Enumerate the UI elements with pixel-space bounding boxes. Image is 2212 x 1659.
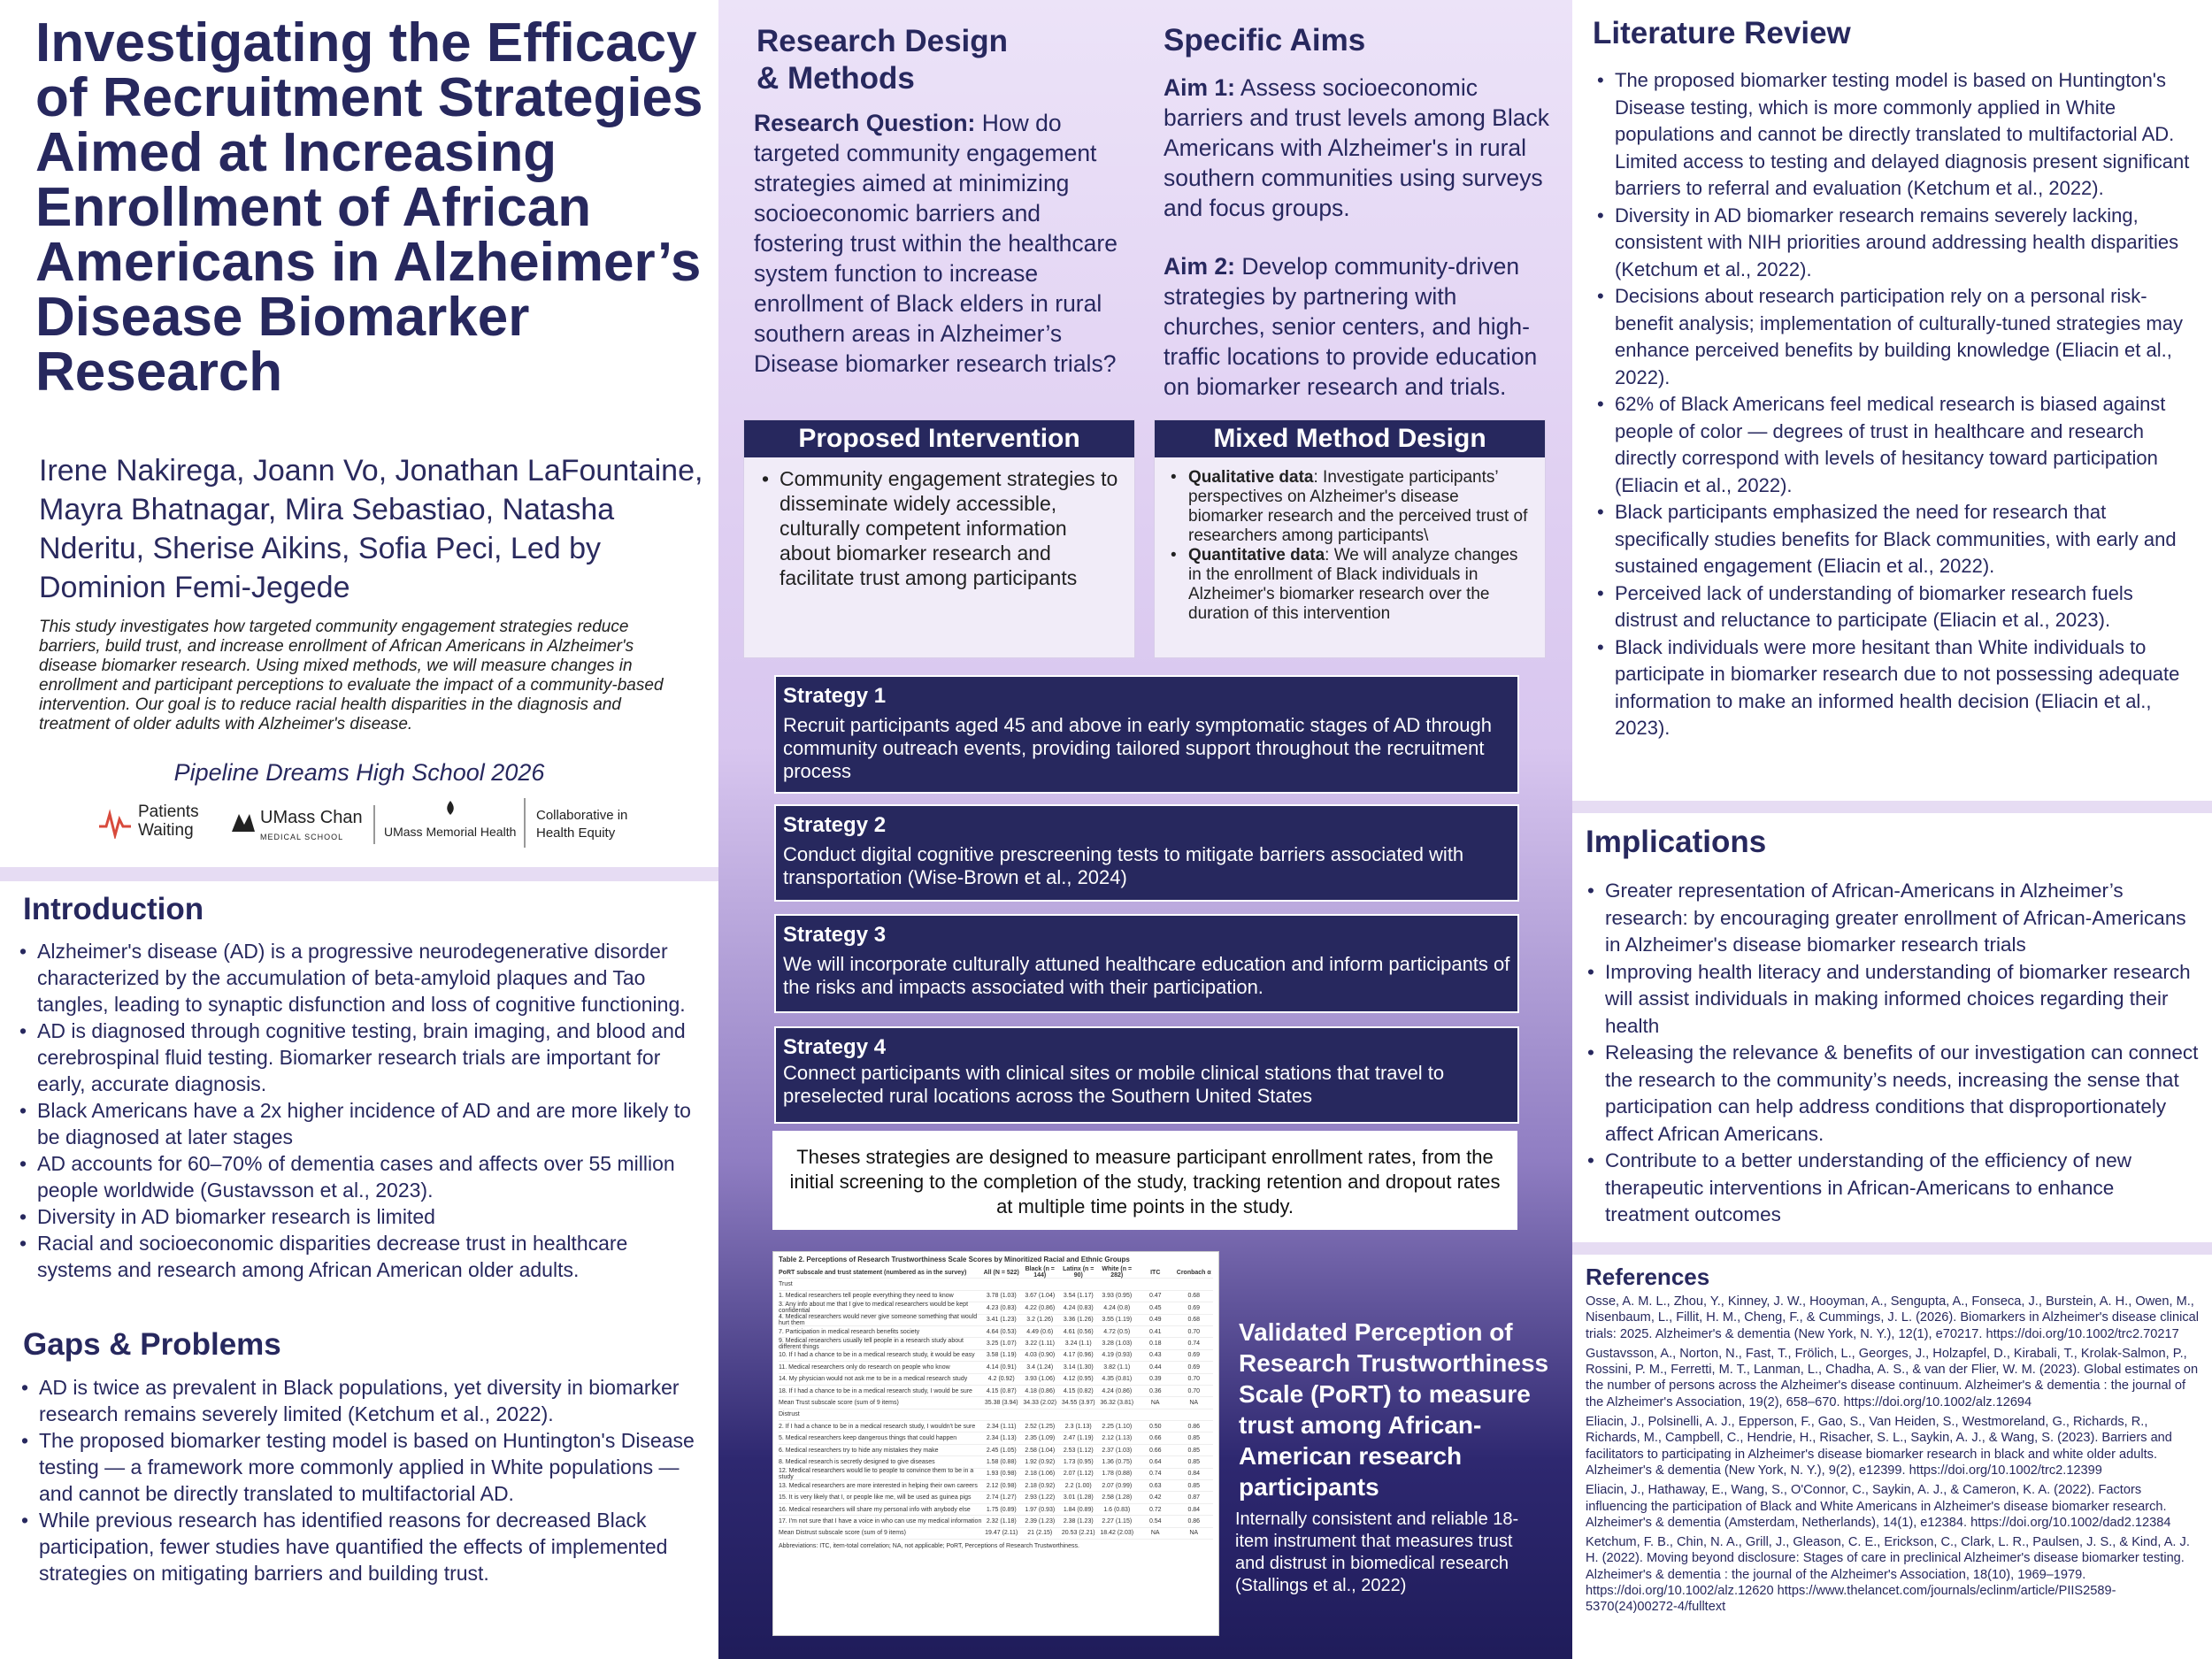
table-cell: 2.37 (1.03) — [1102, 1447, 1133, 1454]
table-cell: 0.18 — [1148, 1340, 1162, 1348]
strategy-card-4 — [774, 1026, 1519, 1124]
list-item: • Diversity in AD biomarker research remains severely lacking, consistent with NIH priorities around addressing health disparities (Ketchum et al., 2022). — [1595, 203, 2197, 284]
table-row — [779, 1386, 1213, 1397]
patients-waiting-logo-icon — [97, 807, 133, 839]
table-cell: 0.44 — [1148, 1363, 1162, 1371]
table-row — [779, 1528, 1213, 1540]
table-cell: 34.33 (2.02) — [1023, 1399, 1057, 1406]
table-cell: 0.70 — [1187, 1376, 1201, 1383]
reference-item: Ketchum, F. B., Chin, N. A., Grill, J., Gleason, C. E., Erickson, C., Clark, L. R., Paulsen, J. S., & Kind, A. J. H. (2022). Moving beyond disclosure: Stages of care in preclinical Alzheimer's disease biomarker testing. Alzheimer's & dementia : the journal of the Alzheimer's Association, 18(10), 1969–1979. https://doi.org/10.1002/alz.12620 https://www.thelancet.com/journals/eclinm/article/PIIS2589-5370(24)00272-4/fulltext — [1586, 1535, 2190, 1615]
table-cell: 10. If I had a chance to be in a medical research study, it would be easy — [779, 1352, 975, 1359]
table-cell: 0.41 — [1148, 1328, 1162, 1335]
table-cell: NA — [1150, 1530, 1160, 1537]
table-cell: 3.28 (1.03) — [1102, 1340, 1133, 1348]
table-header-cell: PoRT subscale and trust statement (numbered as in the survey) — [779, 1269, 967, 1276]
table-row — [779, 1492, 1213, 1503]
table-cell: 3.67 (1.04) — [1025, 1293, 1056, 1300]
list-item: • While previous research has identified reasons for decreased Black participation, fewer studies have quantified the effects of implemented strategies on mitigating barriers and building trust. — [19, 1507, 710, 1586]
table-cell: 19.47 (2.11) — [985, 1530, 1018, 1537]
table-cell: 1.84 (0.89) — [1063, 1506, 1094, 1513]
table-cell: 4.72 (0.5) — [1103, 1328, 1131, 1335]
table-header-row — [779, 1267, 1213, 1279]
table-cell: 15. It is very likely that I, or people like me, will be used as guinea pigs — [779, 1494, 972, 1502]
table-cell: 2.35 (1.09) — [1025, 1435, 1056, 1442]
collab-label-1: Collaborative in — [536, 808, 628, 823]
strategy-text: Conduct digital cognitive prescreening tests to mitigate barriers associated with transportation (Wise-Brown et al., 2024) — [783, 843, 1464, 888]
table-body — [773, 1267, 1218, 1540]
table-cell: 0.86 — [1187, 1517, 1201, 1525]
table-cell: 4.17 (0.96) — [1063, 1352, 1094, 1359]
table-cell: 4.49 (0.6) — [1026, 1328, 1054, 1335]
abstract: This study investigates how targeted community engagement strategies reduce barriers, build trust, and increase enrollment of African Americans in Alzheimer's disease biomarker research. Using mixed methods, we will measure changes in enrollment and participant perceptions to evaluate the impact of a community-based intervention. Our goal is to reduce racial health disparities in the diagnosis and treatment of older adults with Alzheimer's disease. — [39, 618, 664, 733]
table-header-cell: White (n = 282) — [1102, 1266, 1133, 1279]
table-cell: 2.47 (1.19) — [1063, 1435, 1094, 1442]
table-cell: 11. Medical researchers only do research on people who know — [779, 1363, 950, 1371]
list-item: • Improving health literacy and understanding of biomarker research will assist individuals in making informed choices regarding their health — [1586, 959, 2200, 1041]
table-cell: 2.74 (1.27) — [986, 1494, 1017, 1502]
section-divider — [0, 867, 718, 881]
table-cell: 17. I'm not sure that I have a voice in who can use my medical information — [779, 1517, 982, 1525]
list-item: • Racial and socioeconomic disparities decrease trust in healthcare systems and research among African American older adults. — [18, 1230, 708, 1283]
aim-1 — [1164, 73, 1553, 223]
table-cell: 3.24 (1.1) — [1064, 1340, 1092, 1348]
quantitative-text: : We will analyze changes in the enrollment of Black individuals in Alzheimer's biomarker research over the duration of this intervention — [1188, 546, 1518, 623]
table-cell: Mean Distrust subscale score (sum of 9 items) — [779, 1530, 906, 1537]
table-cell: 0.85 — [1187, 1458, 1201, 1465]
table-cell: 3.4 (1.24) — [1026, 1363, 1054, 1371]
qualitative-label: Qualitative data — [1188, 468, 1314, 487]
literature-review-list — [1595, 67, 2197, 742]
umass-chan-logo-icon — [230, 810, 257, 833]
table-cell: 4. Medical researchers would never give someone something that would hurt them — [779, 1313, 978, 1326]
table-cell: 2.58 (1.28) — [1102, 1494, 1133, 1502]
table-cell: 1.36 (0.75) — [1102, 1458, 1133, 1465]
list-item: • 62% of Black Americans feel medical research is biased against people of color — degrees of trust in healthcare and research directly correspond with levels of hesitancy toward participation (Eliacin et al., 2022). — [1595, 391, 2197, 499]
table-cell: 3.82 (1.1) — [1103, 1363, 1131, 1371]
table-cell: NA — [1189, 1399, 1199, 1406]
gaps-heading: Gaps & Problems — [23, 1327, 281, 1362]
table-cell: 3.93 (0.95) — [1102, 1293, 1133, 1300]
list-item: • Perceived lack of understanding of biomarker research fuels distrust and reluctance to participate (Eliacin et al., 2023). — [1595, 580, 2197, 634]
table-cell: 0.63 — [1148, 1482, 1162, 1489]
table-cell: 0.42 — [1148, 1494, 1162, 1502]
table-cell: 1.97 (0.93) — [1025, 1506, 1056, 1513]
research-question-label: Research Question: — [754, 110, 976, 136]
proposed-intervention-box — [743, 419, 1135, 658]
table-cell: 2.53 (1.12) — [1063, 1447, 1094, 1454]
table-cell: 0.70 — [1187, 1328, 1201, 1335]
table-cell: 3.54 (1.17) — [1063, 1293, 1094, 1300]
table-cell: 0.47 — [1148, 1293, 1162, 1300]
table-cell: 0.69 — [1187, 1352, 1201, 1359]
reference-item: Gustavsson, A., Norton, N., Fast, T., Frölich, L., Georges, J., Holzapfel, D., Kirabali, T., Krolak-Salmon, P., Rossini, P. M., Ferretti, M. T., Lanman, L., Chadha, A. S., & van der Flier, W. M. (2023). Global estimates on the number of persons across the Alzheimer's disease continuum. Alzheimer's & dementia : the journal of the Alzheimer's Association, 19(2), 658–670. https://doi.org/10.1002/alz.12694 — [1586, 1346, 2199, 1409]
table-cell: 1.73 (0.95) — [1063, 1458, 1094, 1465]
table-row — [779, 1338, 1213, 1349]
reference-item: Eliacin, J., Hathaway, E., Wang, S., O'Connor, C., Saykin, A. J., & Cameron, K. A. (2022). Factors influencing the participation of Black and White Americans in Alzheimer's disease biomarker research. Alzheimer's & dementia (Amsterdam, Netherlands), 14(1), e12384. https://doi.org/10.1002/dad2.12384 — [1586, 1483, 2171, 1530]
table-cell: 2.27 (1.15) — [1102, 1517, 1133, 1525]
table-cell: 3.2 (1.26) — [1026, 1317, 1054, 1324]
implications-list — [1586, 878, 2200, 1229]
table-cell: 4.23 (0.83) — [986, 1304, 1017, 1311]
table-cell: 4.24 (0.83) — [1063, 1304, 1094, 1311]
table-cell: 4.24 (0.8) — [1103, 1304, 1131, 1311]
aim-1-label: Aim 1: — [1164, 74, 1235, 101]
table-cell: 0.74 — [1187, 1340, 1201, 1348]
table-cell: 3. Any info about me that I give to medical researchers would be kept confidential — [779, 1302, 969, 1315]
school-line: Pipeline Dreams High School 2026 — [173, 759, 545, 786]
table-row — [779, 1279, 1213, 1290]
port-table-image — [772, 1251, 1219, 1636]
table-row — [779, 1291, 1213, 1302]
table-cell: 4.24 (0.86) — [1102, 1387, 1133, 1394]
table-cell: 3.01 (1.28) — [1063, 1494, 1094, 1502]
table-cell: 4.15 (0.87) — [986, 1387, 1017, 1394]
aim-2-text: Develop community-driven strategies by partnering with churches, senior centers, and high-traffic locations to provide education on biomarker research and trials. — [1164, 253, 1538, 400]
table-cell: 0.43 — [1148, 1352, 1162, 1359]
table-cell: 13. Medical researchers are more interested in helping their own careers — [779, 1482, 978, 1489]
table-cell: 0.66 — [1148, 1447, 1162, 1454]
list-item: • Black individuals were more hesitant than White individuals to participate in biomarker research due to not possessing adequate information to make an informed health decision (Eliacin et al., 2023). — [1595, 634, 2197, 742]
quantitative-label: Quantitative data — [1188, 546, 1325, 565]
table-cell: 2.38 (1.23) — [1063, 1517, 1094, 1525]
proposed-intervention-heading: Proposed Intervention — [744, 420, 1134, 457]
table-cell: 4.61 (0.56) — [1063, 1328, 1094, 1335]
reference-item: Eliacin, J., Polsinelli, A. J., Epperson, F., Gao, S., Van Heiden, S., Westmoreland, G., Richards, R., Richards, M., Campbell, C., Hendrie, H., Risacher, S. L., Saykin, A. J., & Wang, S. (2023). Barriers and facilitators to participating in Alzheimer's disease biomarker research in black and white older adults. Alzheimer's & dementia (New York, N. Y.), 9(2), e12399. https://doi.org/10.1002/trc2.12399 — [1586, 1415, 2172, 1478]
table-cell: 2.34 (1.11) — [987, 1423, 1017, 1430]
table-header-cell: Black (n = 144) — [1025, 1266, 1055, 1279]
table-row — [779, 1374, 1213, 1386]
table-row — [779, 1302, 1213, 1314]
table-cell: 0.64 — [1148, 1458, 1162, 1465]
table-cell: NA — [1189, 1530, 1199, 1537]
table-cell: 4.18 (0.86) — [1025, 1387, 1056, 1394]
table-cell: 0.66 — [1148, 1435, 1162, 1442]
table-cell: 0.84 — [1187, 1506, 1201, 1513]
table-cell: 2.07 (1.12) — [1063, 1471, 1094, 1478]
table-header-cell: All (N = 522) — [983, 1269, 1019, 1276]
research-question — [754, 108, 1134, 379]
port-heading: Validated Perception of Research Trustworthiness Scale (PoRT) to measure trust among African-American research participants — [1239, 1318, 1549, 1501]
table-cell: Mean Trust subscale score (sum of 9 items) — [779, 1399, 899, 1406]
table-cell: 7. Participation in medical research benefits society — [779, 1328, 920, 1335]
table-cell: 21 (2.15) — [1027, 1530, 1053, 1537]
list-item — [1169, 546, 1534, 624]
table-row — [779, 1480, 1213, 1492]
table-cell: 16. Medical researchers will share my personal info with anybody else — [779, 1506, 971, 1513]
table-cell: 12. Medical researchers would lie to people to convince them to be in a study — [779, 1467, 974, 1480]
aim-2 — [1164, 251, 1553, 402]
table-row — [779, 1432, 1213, 1444]
mixed-method-heading: Mixed Method Design — [1155, 420, 1545, 457]
list-item — [1169, 468, 1534, 546]
strategy-card-3 — [774, 914, 1519, 1013]
implications-heading: Implications — [1586, 825, 1767, 859]
aim-2-label: Aim 2: — [1164, 253, 1235, 280]
list-item: • AD is twice as prevalent in Black populations, yet diversity in biomarker research remains severely limited (Ketchum et al., 2022). — [19, 1374, 710, 1427]
list-item: • AD accounts for 60–70% of dementia cases and affects over 55 million people worldwide (Gustavsson et al., 2023). — [18, 1150, 708, 1203]
table-cell: 5. Medical researchers keep dangerous things that could happen — [779, 1435, 957, 1442]
table-cell: 0.69 — [1187, 1363, 1201, 1371]
table-cell: 8. Medical research is secretly designed to give diseases — [779, 1458, 935, 1465]
table-row — [779, 1350, 1213, 1362]
table-cell: 1.58 (0.88) — [986, 1458, 1017, 1465]
collab-label-2: Health Equity — [536, 826, 616, 841]
proposed-intervention-list — [744, 457, 1134, 590]
table-cell: 1. Medical researchers tell people everything they need to know — [779, 1293, 954, 1300]
strategy-title: Strategy 1 — [783, 684, 887, 708]
table-row — [779, 1315, 1213, 1326]
table-cell: 3.36 (1.26) — [1063, 1317, 1094, 1324]
table-cell: 0.70 — [1187, 1387, 1201, 1394]
table-cell: 0.85 — [1187, 1447, 1201, 1454]
table-cell: 0.39 — [1148, 1376, 1162, 1383]
references-heading: References — [1586, 1263, 1710, 1290]
table-row — [779, 1456, 1213, 1468]
table-cell: 1.78 (0.88) — [1102, 1471, 1133, 1478]
table-cell: 0.45 — [1148, 1304, 1162, 1311]
table-cell: 2.45 (1.05) — [986, 1447, 1017, 1454]
table-cell: 0.50 — [1148, 1423, 1162, 1430]
section-divider — [1572, 801, 2212, 813]
mixed-method-box — [1154, 419, 1546, 658]
introduction-list — [18, 938, 708, 1283]
reference-item: Osse, A. M. L., Zhou, Y., Kinney, J. W., Hooyman, A., Sengupta, A., Fonseca, J., Burstein, A. H., Owen, M., Nisenbaum, L., Fillit, H. M., Cheng, F., & Cummings, J. L. (2026). Biomarkers in Alzheimer's disease clinical trials: 2025. Alzheimer's & dementia (New York, N. Y.), 12(1), e70217. https://doi.org/10.1002/trc2.70217 — [1586, 1294, 2199, 1341]
table-cell: 14. My physician would not ask me to be in a medical research study — [779, 1376, 968, 1383]
table-cell: 3.25 (1.07) — [986, 1340, 1017, 1348]
list-item: • The proposed biomarker testing model is based on Huntington's Disease testing — a framework more commonly applied in White populations — and cannot be directly translated to multifactorial AD. — [19, 1427, 710, 1507]
table-cell: 2.3 (1.13) — [1064, 1423, 1092, 1430]
table-cell: 2.12 (1.13) — [1102, 1435, 1133, 1442]
table-cell: 18.42 (2.03) — [1100, 1530, 1134, 1537]
table-cell: 2.25 (1.10) — [1102, 1423, 1133, 1430]
table-row — [779, 1326, 1213, 1338]
table-cell: 0.87 — [1187, 1494, 1201, 1502]
gaps-list — [19, 1374, 710, 1586]
table-cell: 36.32 (3.81) — [1100, 1399, 1134, 1406]
table-cell: 2.58 (1.04) — [1025, 1447, 1056, 1454]
list-item: • Diversity in AD biomarker research is limited — [18, 1203, 708, 1230]
research-design-heading — [757, 23, 1075, 97]
table-cell: 0.54 — [1148, 1517, 1162, 1525]
table-cell: 3.55 (1.19) — [1102, 1317, 1133, 1324]
list-item: • Black Americans have a 2x higher incidence of AD and are more likely to be diagnosed at later stages — [18, 1097, 708, 1150]
table-cell: 2.2 (1.00) — [1064, 1482, 1092, 1489]
table-cell: 2.39 (1.23) — [1025, 1517, 1056, 1525]
logo-divider — [524, 798, 526, 848]
research-question-text: How do targeted community engagement strategies aimed at minimizing socioeconomic barriers and fostering trust within the healthcare system function to increase enrollment of Black elders in rural southern areas in Alzheimer’s Disease biomarker research trials? — [754, 110, 1118, 377]
table-cell: 4.2 (0.92) — [987, 1376, 1015, 1383]
table-cell: 0.72 — [1148, 1506, 1162, 1513]
list-item: • Alzheimer's disease (AD) is a progressive neurodegenerative disorder characterized by the accumulation of beta-amyloid plaques and Tao tangles, leading to synaptic disfunction and loss of cognitive functioning. — [18, 938, 708, 1018]
table-row — [779, 1397, 1213, 1409]
table-caption: Table 2. Perceptions of Research Trustworthiness Scale Scores by Minoritized Racial and Ethnic Groups — [779, 1256, 1130, 1263]
research-design-heading-line2: & Methods — [757, 61, 915, 96]
poster-title: Investigating the Efficacy of Recruitment Strategies Aimed at Increasing Enrollment of African Americans in Alzheimer’s Disease Biomarker Research — [35, 12, 703, 403]
research-design-heading-line1: Research Design — [757, 24, 1009, 58]
list-item: • The proposed biomarker testing model is based on Huntington's Disease testing, which is more commonly applied in White populations and cannot be directly translated to multifactorial AD. Limited access to testing and delayed diagnosis present significant barriers to referral and evaluation (Ketchum et al., 2022). — [1595, 67, 2197, 203]
table-cell: 3.93 (1.06) — [1025, 1376, 1056, 1383]
list-item: • Contribute to a better understanding of the efficiency of new therapeutic interventions in African-Americans to enhance treatment outcomes — [1586, 1148, 2200, 1229]
strategy-title: Strategy 3 — [783, 923, 887, 947]
table-cell: 0.85 — [1187, 1482, 1201, 1489]
table-cell: 34.55 (3.97) — [1061, 1399, 1095, 1406]
introduction-heading: Introduction — [23, 892, 204, 926]
table-cell: 0.68 — [1187, 1317, 1201, 1324]
table-row — [779, 1421, 1213, 1432]
references-list — [1586, 1294, 2205, 1619]
table-cell: 0.84 — [1187, 1471, 1201, 1478]
table-cell: 18. If I had a chance to be in a medical research study, I would be sure — [779, 1387, 972, 1394]
table-cell: 2.32 (1.18) — [986, 1517, 1017, 1525]
table-cell: 2.18 (0.92) — [1025, 1482, 1056, 1489]
table-header-cell: Cronbach α — [1176, 1269, 1211, 1276]
list-item: • Greater representation of African-Americans in Alzheimer’s research: by encouraging greater enrollment of African-Americans in Alzheimer's disease biomarker research trials — [1586, 878, 2200, 959]
table-row — [779, 1516, 1213, 1527]
strategy-card-1 — [774, 675, 1519, 794]
table-cell: 1.93 (0.98) — [986, 1471, 1017, 1478]
table-cell: 20.53 (2.21) — [1061, 1530, 1095, 1537]
table-header-cell: Latinx (n = 90) — [1063, 1266, 1094, 1279]
table-cell: 35.38 (3.94) — [984, 1399, 1018, 1406]
umass-chan-sub-label: MEDICAL SCHOOL — [260, 833, 344, 841]
sponsor-logos — [97, 798, 646, 848]
umass-chan-label: UMass Chan — [260, 808, 363, 827]
table-header-cell: ITC — [1150, 1269, 1161, 1276]
table-cell: 2.93 (1.22) — [1025, 1494, 1056, 1502]
table-cell: 3.78 (1.03) — [986, 1293, 1017, 1300]
table-cell: 0.36 — [1148, 1387, 1162, 1394]
table-cell: 4.19 (0.93) — [1102, 1352, 1133, 1359]
table-cell: 1.92 (0.92) — [1025, 1458, 1056, 1465]
mixed-method-list — [1155, 457, 1545, 624]
authors: Irene Nakirega, Joann Vo, Jonathan LaFountaine, Mayra Bhatnagar, Mira Sebastiao, Natasha Nderitu, Sherise Aikins, Sofia Peci, Led by Dominion Femi-Jegede — [39, 454, 703, 604]
table-cell: 0.74 — [1148, 1471, 1162, 1478]
table-cell: 2.34 (1.13) — [986, 1435, 1017, 1442]
waiting-label: Waiting — [138, 821, 194, 840]
table-row — [779, 1445, 1213, 1456]
table-cell: 4.22 (0.86) — [1025, 1304, 1056, 1311]
strategy-card-2 — [774, 804, 1519, 902]
table-row — [779, 1469, 1213, 1480]
table-cell: Distrust — [779, 1411, 800, 1418]
table-cell: 2.52 (1.25) — [1025, 1423, 1056, 1430]
table-cell: 0.69 — [1187, 1304, 1201, 1311]
table-cell: 3.58 (1.19) — [986, 1352, 1017, 1359]
table-cell: 4.64 (0.53) — [986, 1328, 1017, 1335]
section-divider — [1572, 1242, 2212, 1255]
literature-review-heading: Literature Review — [1593, 16, 1851, 50]
table-cell: NA — [1150, 1399, 1160, 1406]
specific-aims-heading: Specific Aims — [1164, 23, 1366, 58]
table-cell: 3.22 (1.11) — [1025, 1340, 1055, 1348]
strategy-title: Strategy 4 — [783, 1035, 887, 1059]
list-item: • Community engagement strategies to disseminate widely accessible, culturally competent information about biomarker research and facilitate trust among participants — [760, 466, 1120, 590]
table-cell: 1.75 (0.89) — [986, 1506, 1017, 1513]
table-cell: 4.15 (0.82) — [1063, 1387, 1094, 1394]
table-cell: 0.86 — [1187, 1423, 1201, 1430]
theses-statement: Theses strategies are designed to measure participant enrollment rates, from the initial screening to the completion of the study, tracking retention and dropout rates at multiple time points in the study. — [772, 1131, 1517, 1230]
aim-1-text: Assess socioeconomic barriers and trust levels among Black Americans with Alzheimer's in rural southern communities using surveys and focus groups. — [1164, 74, 1549, 221]
table-footnote: Abbreviations: ITC, item-total correlation; NA, not applicable; PoRT, Perceptions of Research Trustworthiness. — [779, 1542, 1079, 1549]
table-cell: 0.85 — [1187, 1435, 1201, 1442]
table-cell: 3.14 (1.30) — [1063, 1363, 1094, 1371]
list-item: • AD is diagnosed through cognitive testing, brain imaging, and blood and cerebrospinal fluid testing. Biomarker research trials are important for early, accurate diagnosis. — [18, 1018, 708, 1097]
table-cell: 6. Medical researchers try to hide any mistakes they make — [779, 1447, 939, 1454]
patients-label: Patients — [138, 803, 199, 821]
table-cell: 9. Medical researchers usually tell people in a research study about different things — [779, 1337, 964, 1350]
list-item: • Releasing the relevance & benefits of our investigation can connect the research to the community’s needs, increasing the sense that participation can help address conditions that disproportionately affect African Americans. — [1586, 1040, 2200, 1148]
table-cell: 0.68 — [1187, 1293, 1201, 1300]
table-cell: 3.41 (1.23) — [986, 1317, 1017, 1324]
table-cell: 4.14 (0.91) — [986, 1363, 1017, 1371]
list-item: • Decisions about research participation rely on a personal risk-benefit analysis; implementation of culturally-tuned strategies may enhance perceived benefits by building knowledge (Eliacin et al., 2022). — [1595, 283, 2197, 391]
strategy-title: Strategy 2 — [783, 813, 887, 837]
table-cell: 2.07 (0.99) — [1102, 1482, 1133, 1489]
strategy-text: Recruit participants aged 45 and above in early symptomatic stages of AD through community outreach events, providing tailored support throughout the recruitment process — [783, 714, 1493, 782]
strategy-text: We will incorporate culturally attuned healthcare education and inform participants of the risks and impacts associated with their participation. — [783, 953, 1510, 998]
table-cell: 2.12 (0.98) — [986, 1482, 1017, 1489]
strategy-text: Connect participants with clinical sites or mobile clinical stations that travel to preselected rural locations across the Southern United States — [783, 1062, 1445, 1107]
umass-memorial-logo-icon — [442, 800, 458, 816]
table-cell: 4.12 (0.95) — [1063, 1376, 1094, 1383]
table-cell: 4.35 (0.81) — [1102, 1376, 1133, 1383]
table-row — [779, 1362, 1213, 1373]
table-cell: 1.6 (0.83) — [1103, 1506, 1131, 1513]
umass-memorial-label: UMass Memorial Health — [384, 825, 517, 839]
logo-divider — [373, 805, 375, 844]
table-cell: 4.03 (0.90) — [1025, 1352, 1056, 1359]
table-cell: Trust — [779, 1281, 793, 1288]
table-cell: 0.49 — [1148, 1317, 1162, 1324]
list-item: • Black participants emphasized the need for research that specifically studies benefits for Black communities, with early and sustained engagement (Eliacin et al., 2022). — [1595, 499, 2197, 580]
table-row — [779, 1504, 1213, 1516]
table-row — [779, 1409, 1213, 1421]
qualitative-text: : Investigate participants’ perspectives on Alzheimer's disease biomarker research and the perceived trust of researchers among participants\ — [1188, 468, 1528, 545]
table-cell: 2. If I had a chance to be in a medical research study, I wouldn't be sure — [779, 1423, 976, 1430]
port-description: Internally consistent and reliable 18-item instrument that measures trust and distrust in biomedical research (Stallings et al., 2022) — [1235, 1509, 1519, 1595]
table-cell: 2.18 (1.06) — [1025, 1471, 1056, 1478]
